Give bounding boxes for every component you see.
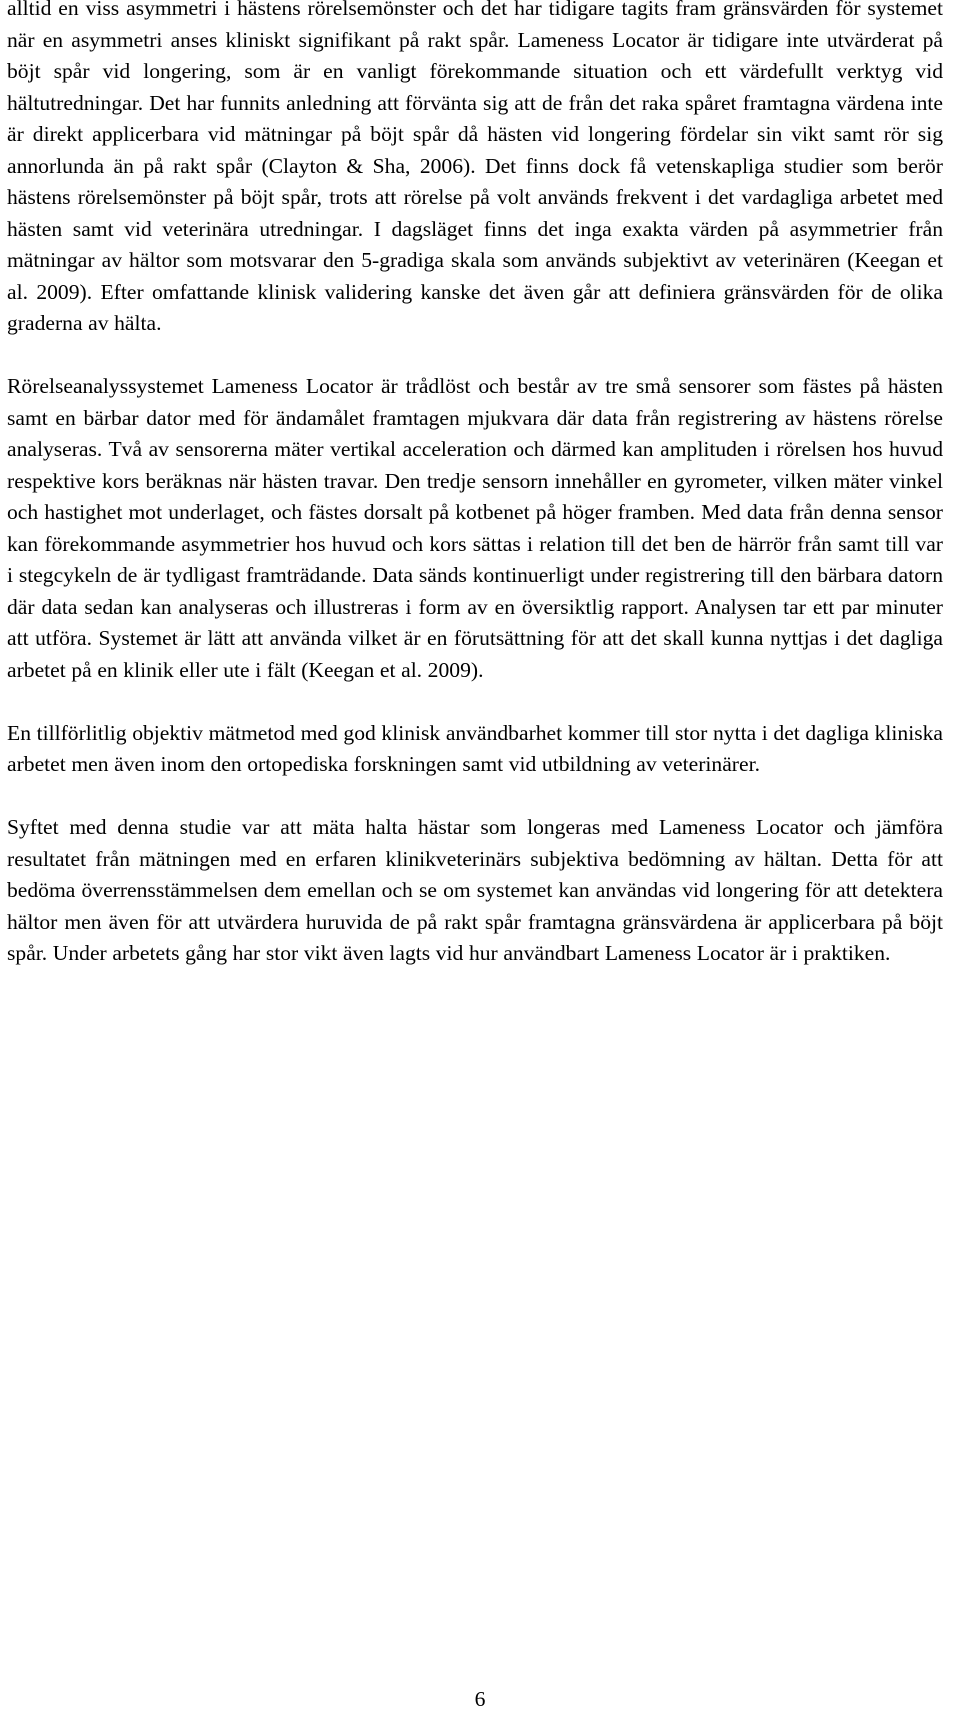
page-number: 6	[474, 1687, 486, 1711]
paragraph-asymmetry-background: alltid en viss asymmetri i hästens rörelsemönster och det har tidigare tagits fram gränsvärden för systemet när en asymmetri anses kliniskt signifikant på rakt spår. Lameness Locator är tidigare inte utvärderat på böjt spår vid longering, som är en vanligt förekommande situation och ett värdefullt verktyg vid hältutredningar. Det har funnits anledning att förvänta sig att de från det raka spåret framtagna värdena inte är direkt applicerbara vid mätningar på böjt spår då hästen vid longering fördelar sin vikt samt rör sig annorlunda än på rakt spår (Clayton & Sha, 2006). Det finns dock få vetenskapliga studier som berör hästens rörelsemönster på böjt spår, trots att rörelse på volt används frekvent i det vardagliga arbetet med hästen samt vid veterinära utredningar. I dagsläget finns det inga exakta värden på asymmetrier från mätningar av hältor som motsvarar den 5-gradiga skala som används subjektivt av veterinären (Keegan et al. 2009). Efter omfattande klinisk validering kanske det även går att definiera gränsvärden för de olika graderna av hälta.	[7, 0, 943, 335]
paragraph-system-description: Rörelseanalyssystemet Lameness Locator är trådlöst och består av tre små sensorer som fästes på hästen samt en bärbar dator med för ändamålet framtagen mjukvara där data från registrering av hästens rörelse analyseras. Två av sensorerna mäter vertikal acceleration och därmed kan amplituden i rörelsen hos huvud respektive kors beräknas när hästen travar. Den tredje sensorn innehåller en gyrometer, vilken mäter vinkel och hastighet mot underlaget, och fästes dorsalt på kotbenet på höger framben. Med data från denna sensor kan förekommande asymmetrier hos huvud och kors sättas i relation till det ben de härrör från samt till var i stegcykeln de är tydligast framträdande. Data sänds kontinuerligt under registrering till den bärbara datorn där data sedan kan analyseras och illustreras i form av en översiktlig rapport. Analysen tar ett par minuter att utföra. Systemet är lätt att använda vilket är en förutsättning för att det skall kunna nyttjas i det dagliga arbetet på en klinik eller ute i fält (Keegan et al. 2009).	[7, 374, 943, 682]
paragraph-clinical-benefit: En tillförlitlig objektiv mätmetod med god klinisk användbarhet kommer till stor nytta i det dagliga kliniska arbetet men även inom den ortopediska forskningen samt vid utbildning av veterinärer.	[7, 720, 943, 776]
paragraph-study-aim: Syftet med denna studie var att mäta halta hästar som longeras med Lameness Locator och jämföra resultatet från mätningen med en erfaren klinikveterinärs subjektiva bedömning av hältan. Detta för att bedöma överrensstämmelsen dem emellan och se om systemet kan användas vid longering för att detektera hältor men även för att utvärdera huruvida de på rakt spår framtagna gränsvärdena är applicerbara på böjt spår. Under arbetets gång har stor vikt även lagts vid hur användbart Lameness Locator är i praktiken.	[7, 815, 943, 965]
body-text	[7, 0, 943, 970]
